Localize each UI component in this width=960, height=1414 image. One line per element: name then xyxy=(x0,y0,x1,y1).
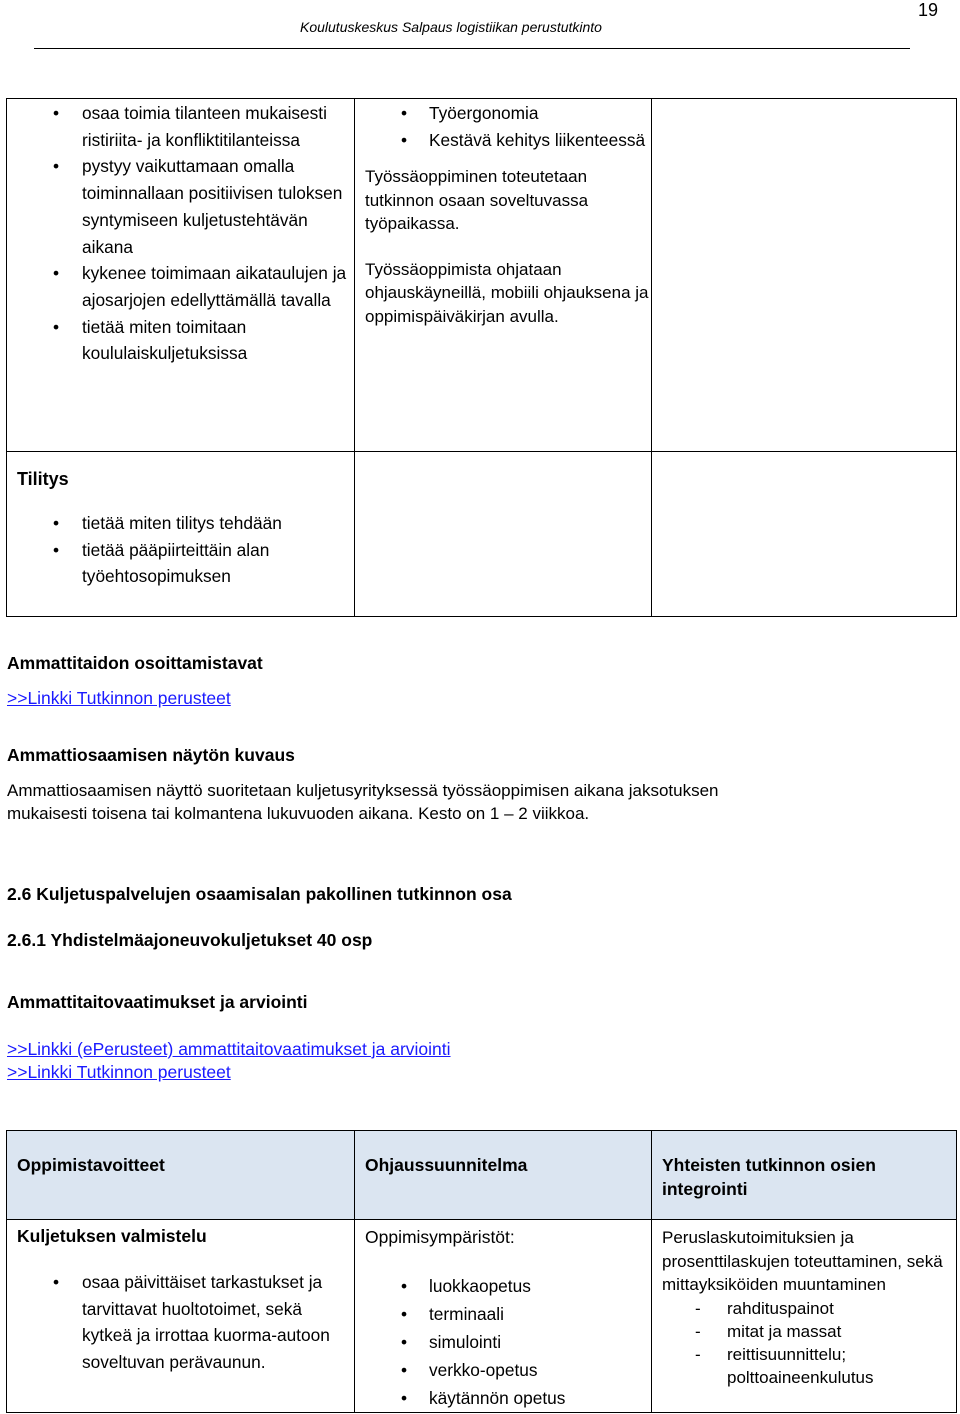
list-item: • osaa päivittäiset tarkastukset ja tarvittavat huoltotoimet, sekä kytkeä ja irrottaa kuorma-autoon soveltuvan perävaunun. xyxy=(7,1269,354,1376)
list-item: • simulointi xyxy=(355,1328,651,1356)
table-cell-integration xyxy=(652,99,957,452)
cell-heading: Oppimisympäristöt: xyxy=(365,1227,515,1247)
table-header-row xyxy=(7,1131,957,1220)
table-continued xyxy=(6,98,957,617)
list-item: • osaa toimia tilanteen mukaisesti ristiriita- ja konfliktitilanteissa xyxy=(7,100,354,153)
table-cell-guidance xyxy=(355,1220,652,1413)
table-cell-guidance xyxy=(355,99,652,452)
guidance-paragraph: Työssäoppimista ohjataan ohjauskäyneillä, mobiili ohjauksena ja oppimispäiväkirjan avulla. xyxy=(365,259,649,326)
table-cell-objectives xyxy=(7,1220,355,1413)
list-item: - reittisuunnittelu; polttoaineenkulutus xyxy=(652,1343,956,1389)
table-row xyxy=(7,452,957,617)
table-header-cell xyxy=(652,1131,957,1220)
list-item: • tietää miten toimitaan koululaiskuljetuksissa xyxy=(7,314,354,367)
list-item: • tietää miten tilitys tehdään xyxy=(7,510,354,537)
objectives-list xyxy=(7,100,354,367)
section-heading: Ammattiosaamisen näytön kuvaus xyxy=(7,745,295,765)
integration-list xyxy=(652,1297,956,1389)
column-header: Ohjaussuunnitelma xyxy=(365,1155,528,1175)
table-cell-guidance xyxy=(355,452,652,617)
list-item: • Kestävä kehitys liikenteessä xyxy=(355,127,651,154)
list-item: • tietää pääpiirteittäin alan työehtosopimuksen xyxy=(7,537,354,590)
objectives-list xyxy=(7,1269,354,1376)
integration-text: Peruslaskutoimituksien ja prosenttilaskujen toteuttaminen, sekä mittayksiköiden muuntaminen xyxy=(662,1228,943,1294)
section-heading: Ammattitaitovaatimukset ja arviointi xyxy=(7,992,308,1012)
list-item: • Työergonomia xyxy=(355,100,651,127)
list-item: • verkko-opetus xyxy=(355,1356,651,1384)
list-item: • pystyy vaikuttamaan omalla toiminnallaan positiivisen tuloksen syntymiseen kuljetustehtävän aikana xyxy=(7,153,354,260)
body-text: mukaisesti toisena tai kolmantena lukuvuoden aikana. Kesto on 1 – 2 viikkoa. xyxy=(7,804,590,823)
list-item: - rahdituspainot xyxy=(652,1297,956,1320)
section-heading: Ammattitaidon osoittamistavat xyxy=(7,653,263,673)
cell-heading: Kuljetuksen valmistelu xyxy=(17,1226,207,1246)
section-heading-2-6-1: 2.6.1 Yhdistelmäajoneuvokuljetukset 40 osp xyxy=(7,930,373,950)
header-rule xyxy=(34,48,910,49)
cell-heading: Tilitys xyxy=(17,469,69,489)
link-tutkinnon-perusteet[interactable]: >>Linkki Tutkinnon perusteet xyxy=(7,1062,231,1082)
list-item: • käytännön opetus xyxy=(355,1384,651,1412)
running-header: Koulutuskeskus Salpaus logistiikan perustutkinto xyxy=(300,19,602,35)
section-heading-2-6: 2.6 Kuljetuspalvelujen osaamisalan pakollinen tutkinnon osa xyxy=(7,884,512,904)
table-row xyxy=(7,1220,957,1413)
list-item: • kykenee toimimaan aikataulujen ja ajosarjojen edellyttämällä tavalla xyxy=(7,260,354,313)
link-tutkinnon-perusteet[interactable]: >>Linkki Tutkinnon perusteet xyxy=(7,688,231,708)
body-text: Ammattiosaamisen näyttö suoritetaan kuljetusyrityksessä työssäoppimisen aikana jaksotuksen xyxy=(7,781,719,800)
table-cell-objectives xyxy=(7,452,355,617)
table-header-cell xyxy=(7,1131,355,1220)
objectives-list xyxy=(7,510,354,590)
column-header: Yhteisten tutkinnon osien integrointi xyxy=(662,1155,876,1199)
table-cell-integration xyxy=(652,452,957,617)
table-row xyxy=(7,99,957,452)
table-cell-objectives xyxy=(7,99,355,452)
list-item: • luokkaopetus xyxy=(355,1272,651,1300)
link-eperusteet[interactable]: >>Linkki (ePerusteet) ammattitaitovaatimukset ja arviointi xyxy=(7,1039,451,1059)
column-header: Oppimistavoitteet xyxy=(17,1155,165,1175)
table-cell-integration xyxy=(652,1220,957,1413)
environments-list xyxy=(355,1272,651,1412)
page-number: 19 xyxy=(917,0,938,20)
list-item: - mitat ja massat xyxy=(652,1320,956,1343)
table-header-cell xyxy=(355,1131,652,1220)
unit-table xyxy=(6,1130,957,1413)
guidance-paragraph: Työssäoppiminen toteutetaan tutkinnon osaan soveltuvassa työpaikassa. xyxy=(365,167,589,234)
guidance-list xyxy=(355,100,651,153)
list-item: • terminaali xyxy=(355,1300,651,1328)
